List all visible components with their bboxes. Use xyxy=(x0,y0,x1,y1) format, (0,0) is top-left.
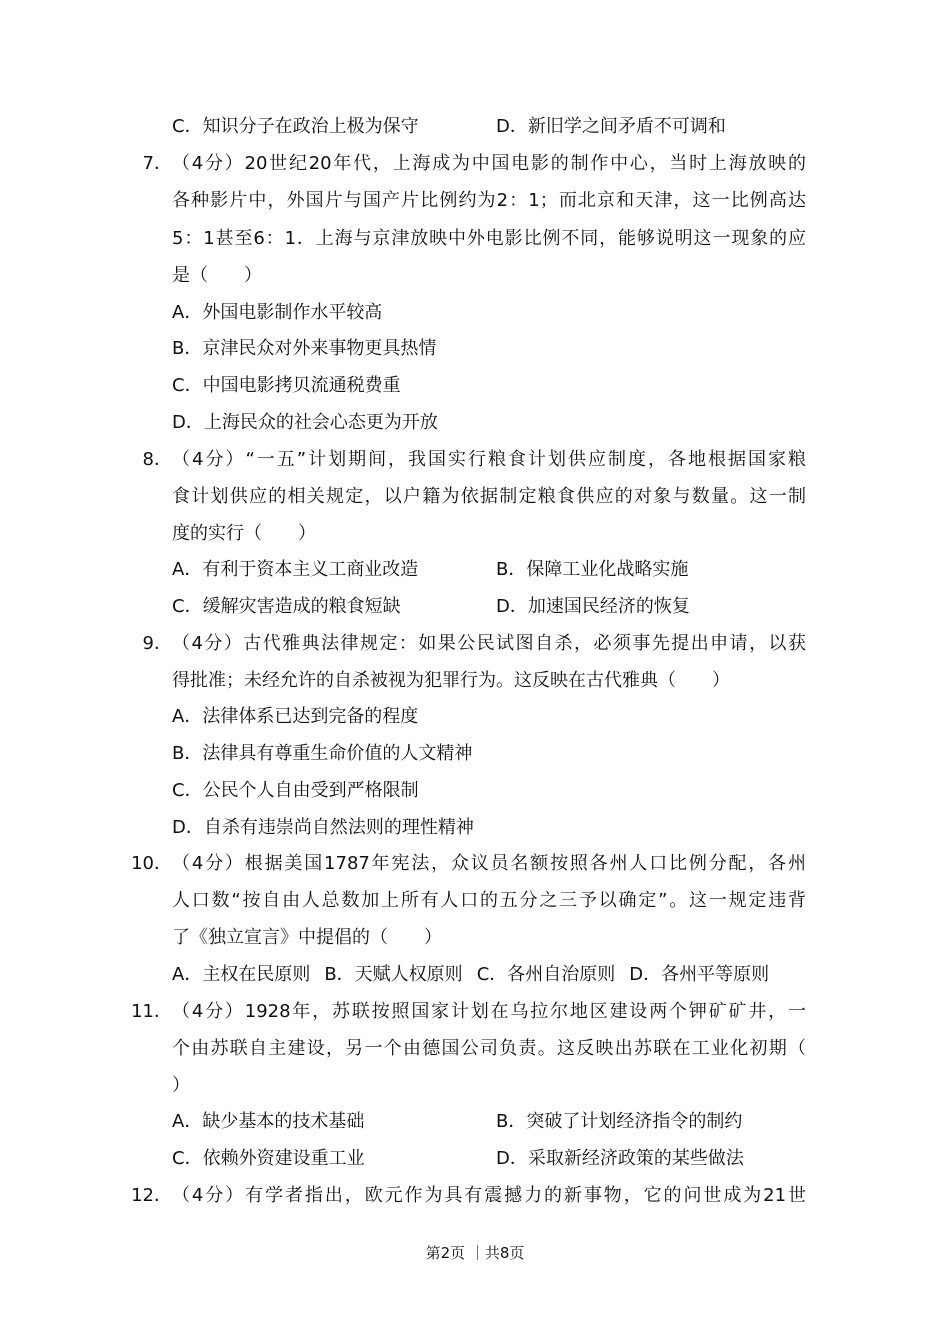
option-d: D．采取新经济政策的某些做法 xyxy=(496,1148,744,1169)
question-text: 人口数“按自由人总数加上所有人口的五分之三予以确定”。这一规定违背 xyxy=(172,890,806,911)
question-text: 食计划供应的相关规定，以户籍为依据制定粮食供应的对象与数量。这一制 xyxy=(172,486,806,507)
option-c: C．依赖外资建设重工业 xyxy=(172,1148,365,1169)
question-text: 得批准；未经允许的自杀被视为犯罪行为。这反映在古代雅典（ ） xyxy=(172,670,730,691)
page-footer: 第2页 ｜共8页 xyxy=(425,1244,525,1262)
question-text: 个由苏联自主建设，另一个由德国公司负责。这反映出苏联在工业化初期（ xyxy=(172,1038,806,1059)
option-c: C．缓解灾害造成的粮食短缺 xyxy=(172,596,401,617)
option-c: C．知识分子在政治上极为保守 xyxy=(172,116,419,137)
option-d: D．加速国民经济的恢复 xyxy=(496,596,690,617)
question-text: （4分）根据美国1787年宪法，众议员名额按照各州人口比例分配，各州 xyxy=(172,853,806,874)
option-b: B．保障工业化战略实施 xyxy=(496,559,689,580)
option-b: B．京津民众对外来事物更具热情 xyxy=(172,338,437,359)
option-d: D．自杀有违崇尚自然法则的理性精神 xyxy=(172,817,474,838)
option-c: C．公民个人自由受到严格限制 xyxy=(172,780,419,801)
option-a: A．主权在民原则 xyxy=(172,964,311,985)
question-text: （4分）1928年，苏联按照国家计划在乌拉尔地区建设两个钾矿矿井，一 xyxy=(172,1001,806,1022)
question-text: 各种影片中，外国片与国产片比例约为2：1；而北京和天津，这一比例高达 xyxy=(172,190,806,211)
option-a: A．缺少基本的技术基础 xyxy=(172,1111,365,1132)
question-number: 12． xyxy=(131,1185,172,1206)
option-d: D．各州平等原则 xyxy=(629,964,770,985)
option-b: B．天赋人权原则 xyxy=(324,964,463,985)
question-text: （4分）有学者指出，欧元作为具有震撼力的新事物，它的问世成为21世 xyxy=(172,1185,806,1206)
question-text: 是（ ） xyxy=(172,265,262,286)
question-text: （4分）古代雅典法律规定：如果公民试图自杀，必须事先提出申请，以获 xyxy=(172,633,806,654)
option-a: A．外国电影制作水平较高 xyxy=(172,302,383,323)
question-text: ） xyxy=(172,1075,190,1096)
question-text: 5：1甚至6：1．上海与京津放映中外电影比例不同，能够说明这一现象的应 xyxy=(172,228,806,249)
option-a: A．法律体系已达到完备的程度 xyxy=(172,706,419,727)
question-number: 7． xyxy=(142,153,172,174)
question-text: （4分）20世纪20年代，上海成为中国电影的制作中心，当时上海放映的 xyxy=(172,153,806,174)
question-text: （4分）“一五”计划期间，我国实行粮食计划供应制度，各地根据国家粮 xyxy=(172,449,806,470)
question-text: 了《独立宣言》中提倡的（ ） xyxy=(172,927,442,948)
option-d: D．新旧学之间矛盾不可调和 xyxy=(496,116,726,137)
question-number: 9． xyxy=(142,633,172,654)
option-c: C．中国电影拷贝流通税费重 xyxy=(172,375,401,396)
question-text: 度的实行（ ） xyxy=(172,523,316,544)
option-c: C．各州自治原则 xyxy=(476,964,616,985)
question-number: 11． xyxy=(131,1001,172,1022)
options-row xyxy=(172,962,769,988)
option-a: A．有利于资本主义工商业改造 xyxy=(172,559,419,580)
question-number: 8． xyxy=(142,449,172,470)
option-b: B．法律具有尊重生命价值的人文精神 xyxy=(172,743,473,764)
question-number: 10． xyxy=(131,853,172,874)
option-b: B．突破了计划经济指令的制约 xyxy=(496,1111,743,1132)
option-d: D．上海民众的社会心态更为开放 xyxy=(172,412,438,433)
